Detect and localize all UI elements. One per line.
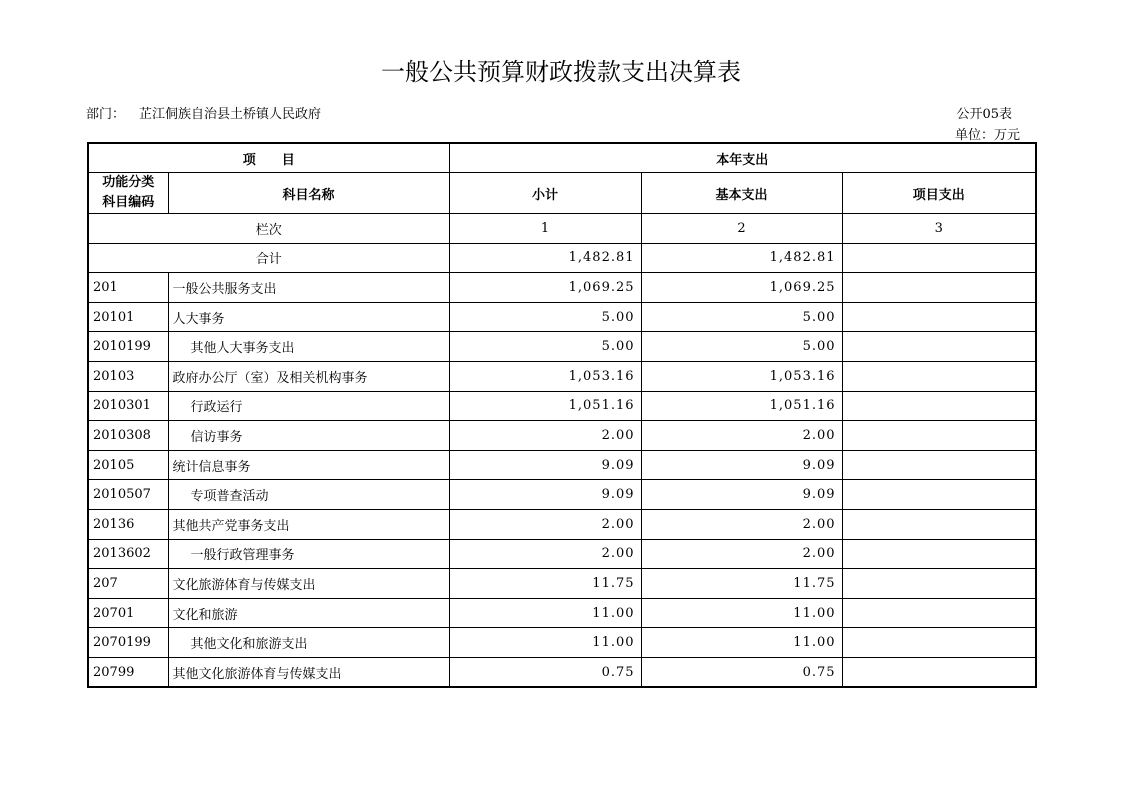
row-subject-name: 文化和旅游 bbox=[168, 598, 449, 628]
row-subject-name: 行政运行 bbox=[168, 391, 449, 421]
table-row bbox=[88, 362, 1036, 392]
row-basic: 9.09 bbox=[641, 450, 842, 480]
row-subtotal: 1,051.16 bbox=[449, 391, 641, 421]
header-row-2 bbox=[88, 173, 1036, 214]
row-basic: 2.00 bbox=[641, 510, 842, 540]
row-project bbox=[842, 569, 1036, 599]
row-basic: 1,053.16 bbox=[641, 362, 842, 392]
basic-header: 基本支出 bbox=[641, 173, 842, 214]
row-subtotal: 11.75 bbox=[449, 569, 641, 599]
row-project bbox=[842, 539, 1036, 569]
table-row bbox=[88, 480, 1036, 510]
expenditure-table bbox=[87, 142, 1037, 688]
row-basic: 5.00 bbox=[641, 332, 842, 362]
row-project bbox=[842, 658, 1036, 688]
row-basic: 2.00 bbox=[641, 421, 842, 451]
row-basic: 11.00 bbox=[641, 598, 842, 628]
department-name: 芷江侗族自治县土桥镇人民政府 bbox=[139, 107, 322, 122]
row-code: 20103 bbox=[88, 362, 168, 392]
total-project bbox=[842, 243, 1036, 273]
row-basic: 5.00 bbox=[641, 302, 842, 332]
total-subtotal: 1,482.81 bbox=[449, 243, 641, 273]
row-subject-name: 其他文化旅游体育与传媒支出 bbox=[168, 658, 449, 688]
row-subject-name: 信访事务 bbox=[168, 421, 449, 451]
form-number: 公开05表 bbox=[956, 107, 1012, 122]
row-code: 207 bbox=[88, 569, 168, 599]
table-row bbox=[88, 510, 1036, 540]
row-subject-name: 其他人大事务支出 bbox=[168, 332, 449, 362]
row-project bbox=[842, 391, 1036, 421]
subject-name-header: 科目名称 bbox=[168, 173, 449, 214]
row-project bbox=[842, 332, 1036, 362]
row-basic: 9.09 bbox=[641, 480, 842, 510]
table-row bbox=[88, 391, 1036, 421]
total-row bbox=[88, 243, 1036, 273]
row-code: 201 bbox=[88, 273, 168, 303]
row-subject-name: 人大事务 bbox=[168, 302, 449, 332]
table-row bbox=[88, 569, 1036, 599]
row-subtotal: 1,069.25 bbox=[449, 273, 641, 303]
code-header-line1: 功能分类 bbox=[102, 175, 155, 191]
row-subtotal: 11.00 bbox=[449, 628, 641, 658]
row-subtotal: 9.09 bbox=[449, 450, 641, 480]
subtotal-header: 小计 bbox=[449, 173, 641, 214]
column-index-label: 栏次 bbox=[88, 214, 449, 244]
row-project bbox=[842, 480, 1036, 510]
table-row bbox=[88, 658, 1036, 688]
row-code: 2010308 bbox=[88, 421, 168, 451]
row-subject-name: 专项普查活动 bbox=[168, 480, 449, 510]
header-row-1 bbox=[88, 143, 1036, 173]
row-project bbox=[842, 628, 1036, 658]
row-code: 20799 bbox=[88, 658, 168, 688]
row-code: 2070199 bbox=[88, 628, 168, 658]
table-row bbox=[88, 421, 1036, 451]
table-row bbox=[88, 332, 1036, 362]
column-index-row bbox=[88, 214, 1036, 244]
row-project bbox=[842, 302, 1036, 332]
row-subtotal: 1,053.16 bbox=[449, 362, 641, 392]
row-basic: 11.75 bbox=[641, 569, 842, 599]
department-label: 部门： bbox=[86, 107, 126, 122]
row-code: 2010507 bbox=[88, 480, 168, 510]
column-index-2: 2 bbox=[641, 214, 842, 244]
row-project bbox=[842, 362, 1036, 392]
row-subject-name: 其他文化和旅游支出 bbox=[168, 628, 449, 658]
table-row bbox=[88, 302, 1036, 332]
row-project bbox=[842, 273, 1036, 303]
row-subject-name: 统计信息事务 bbox=[168, 450, 449, 480]
row-project bbox=[842, 421, 1036, 451]
row-basic: 1,069.25 bbox=[641, 273, 842, 303]
row-project bbox=[842, 450, 1036, 480]
row-subject-name: 其他共产党事务支出 bbox=[168, 510, 449, 540]
row-code: 20136 bbox=[88, 510, 168, 540]
project-header: 项目支出 bbox=[842, 173, 1036, 214]
row-subject-name: 政府办公厅（室）及相关机构事务 bbox=[168, 362, 449, 392]
row-subject-name: 一般公共服务支出 bbox=[168, 273, 449, 303]
row-subject-name: 一般行政管理事务 bbox=[168, 539, 449, 569]
code-header bbox=[88, 173, 168, 214]
item-header: 项 目 bbox=[88, 143, 449, 173]
column-index-1: 1 bbox=[449, 214, 641, 244]
row-subtotal: 2.00 bbox=[449, 421, 641, 451]
row-project bbox=[842, 598, 1036, 628]
row-subject-name: 文化旅游体育与传媒支出 bbox=[168, 569, 449, 599]
row-subtotal: 2.00 bbox=[449, 539, 641, 569]
row-subtotal: 11.00 bbox=[449, 598, 641, 628]
table-row bbox=[88, 539, 1036, 569]
table-row bbox=[88, 628, 1036, 658]
current-year-header: 本年支出 bbox=[449, 143, 1036, 173]
unit-label: 单位：万元 bbox=[954, 128, 1020, 143]
row-project bbox=[842, 510, 1036, 540]
row-subtotal: 9.09 bbox=[449, 480, 641, 510]
column-index-3: 3 bbox=[842, 214, 1036, 244]
page-title: 一般公共预算财政拨款支出决算表 bbox=[381, 58, 741, 86]
department-line bbox=[86, 103, 321, 122]
row-basic: 11.00 bbox=[641, 628, 842, 658]
row-code: 20105 bbox=[88, 450, 168, 480]
row-basic: 1,051.16 bbox=[641, 391, 842, 421]
row-subtotal: 5.00 bbox=[449, 332, 641, 362]
row-code: 2010301 bbox=[88, 391, 168, 421]
row-code: 20101 bbox=[88, 302, 168, 332]
row-subtotal: 0.75 bbox=[449, 658, 641, 688]
row-subtotal: 5.00 bbox=[449, 302, 641, 332]
total-label: 合计 bbox=[88, 243, 449, 273]
row-code: 20701 bbox=[88, 598, 168, 628]
row-basic: 0.75 bbox=[641, 658, 842, 688]
table-row bbox=[88, 598, 1036, 628]
code-header-line2: 科目编码 bbox=[102, 195, 155, 211]
row-subtotal: 2.00 bbox=[449, 510, 641, 540]
total-basic: 1,482.81 bbox=[641, 243, 842, 273]
row-code: 2010199 bbox=[88, 332, 168, 362]
row-basic: 2.00 bbox=[641, 539, 842, 569]
table-row bbox=[88, 450, 1036, 480]
row-code: 2013602 bbox=[88, 539, 168, 569]
table-row bbox=[88, 273, 1036, 303]
